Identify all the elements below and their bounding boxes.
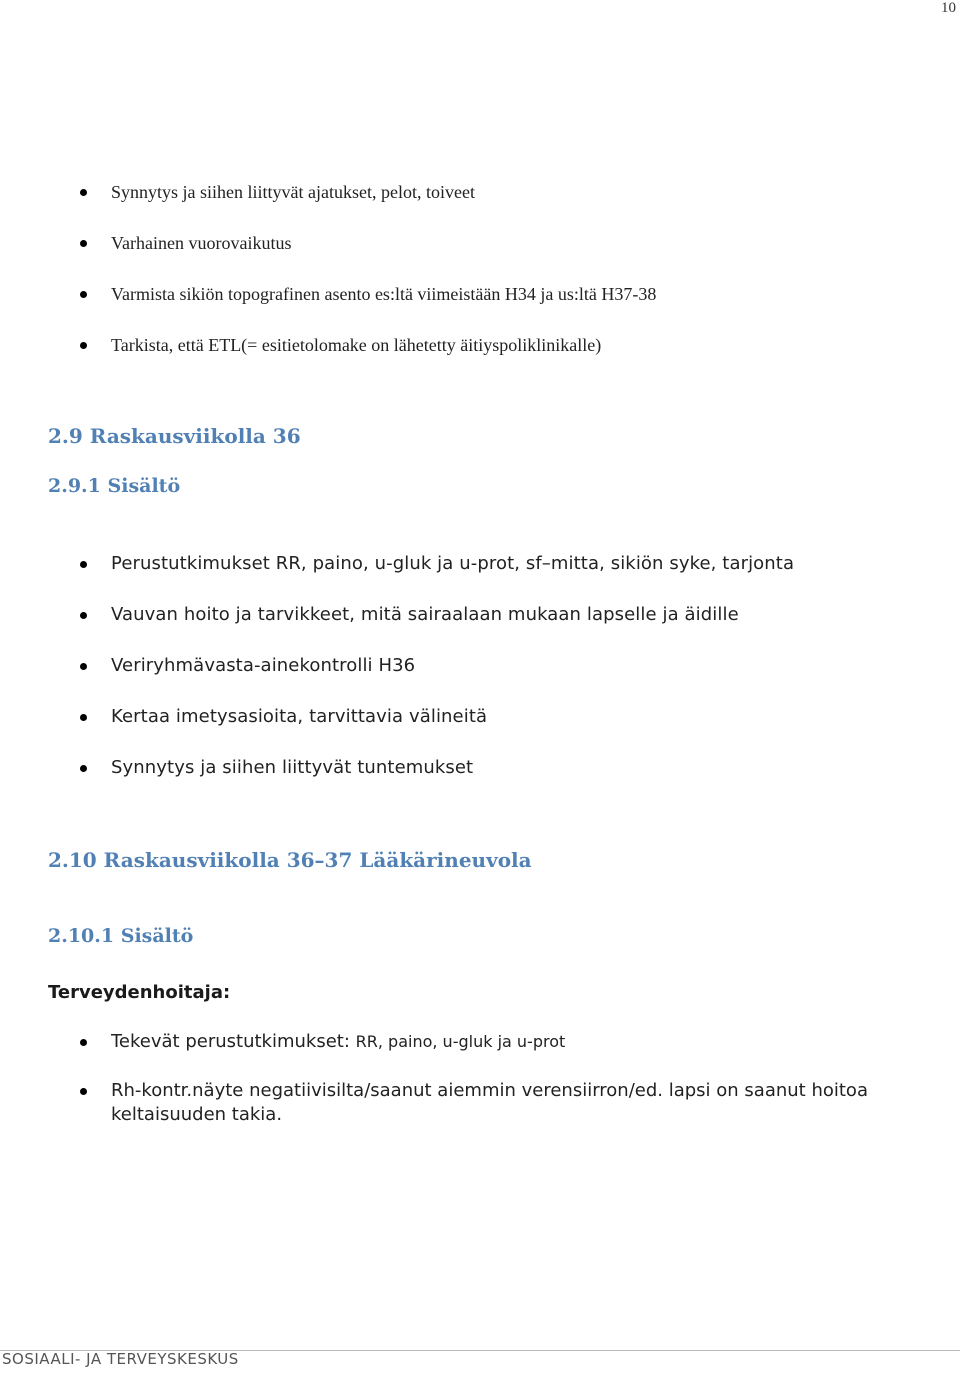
- bullet-icon: [80, 714, 87, 721]
- role-label: Terveydenhoitaja:: [48, 982, 231, 1003]
- intro-bullet-list: [0, 180, 960, 384]
- list-item: Synnytys ja siihen liittyvät ajatukset, pelot, toiveet: [0, 180, 960, 204]
- bullet-icon: [80, 612, 87, 619]
- list-item: Varhainen vuorovaikutus: [0, 231, 960, 255]
- bullet-icon: [80, 663, 87, 670]
- list-item: Synnytys ja siihen liittyvät tuntemukset: [0, 756, 960, 780]
- list-item: Perustutkimukset RR, paino, u-gluk ja u-prot, sf–mitta, sikiön syke, tarjonta: [0, 552, 960, 576]
- bullet-icon: [80, 561, 87, 568]
- list-item: Rh-kontr.näyte negatiivisilta/saanut aiemmin verensiirron/ed. lapsi on saanut hoitoa keltaisuuden takia.: [0, 1079, 960, 1127]
- list-item: Kertaa imetysasioita, tarvittavia välineitä: [0, 705, 960, 729]
- content-bullet-list-2-9: [0, 552, 960, 807]
- bullet-icon: [80, 765, 87, 772]
- section-heading-2-9: 2.9 Raskausviikolla 36: [48, 424, 301, 448]
- bullet-icon: [80, 1039, 87, 1046]
- page-footer: [0, 1342, 960, 1384]
- bullet-icon: [80, 189, 87, 196]
- list-item: Tekevät perustutkimukset: RR, paino, u-gluk ja u-prot: [0, 1030, 960, 1054]
- section-heading-2-10: 2.10 Raskausviikolla 36–37 Lääkärineuvola: [48, 848, 532, 872]
- list-item: Varmista sikiön topografinen asento es:ltä viimeistään H34 ja us:ltä H37-38: [0, 282, 960, 306]
- content-bullet-list-2-10: [0, 1030, 960, 1152]
- list-item: Tarkista, että ETL(= esitietolomake on lähetetty äitiyspoliklinikalle): [0, 333, 960, 357]
- bullet-icon: [80, 1088, 87, 1095]
- page-number: 10: [941, 0, 956, 16]
- subheading-2-10-1: 2.10.1 Sisältö: [48, 925, 194, 947]
- subheading-2-9-1: 2.9.1 Sisältö: [48, 475, 181, 497]
- list-item: Vauvan hoito ja tarvikkeet, mitä sairaalaan mukaan lapselle ja äidille: [0, 603, 960, 627]
- bullet-icon: [80, 291, 87, 298]
- bullet-icon: [80, 342, 87, 349]
- footer-organization: SOSIAALI- JA TERVEYSKESKUS: [2, 1350, 239, 1368]
- bullet-icon: [80, 240, 87, 247]
- list-item: Veriryhmävasta-ainekontrolli H36: [0, 654, 960, 678]
